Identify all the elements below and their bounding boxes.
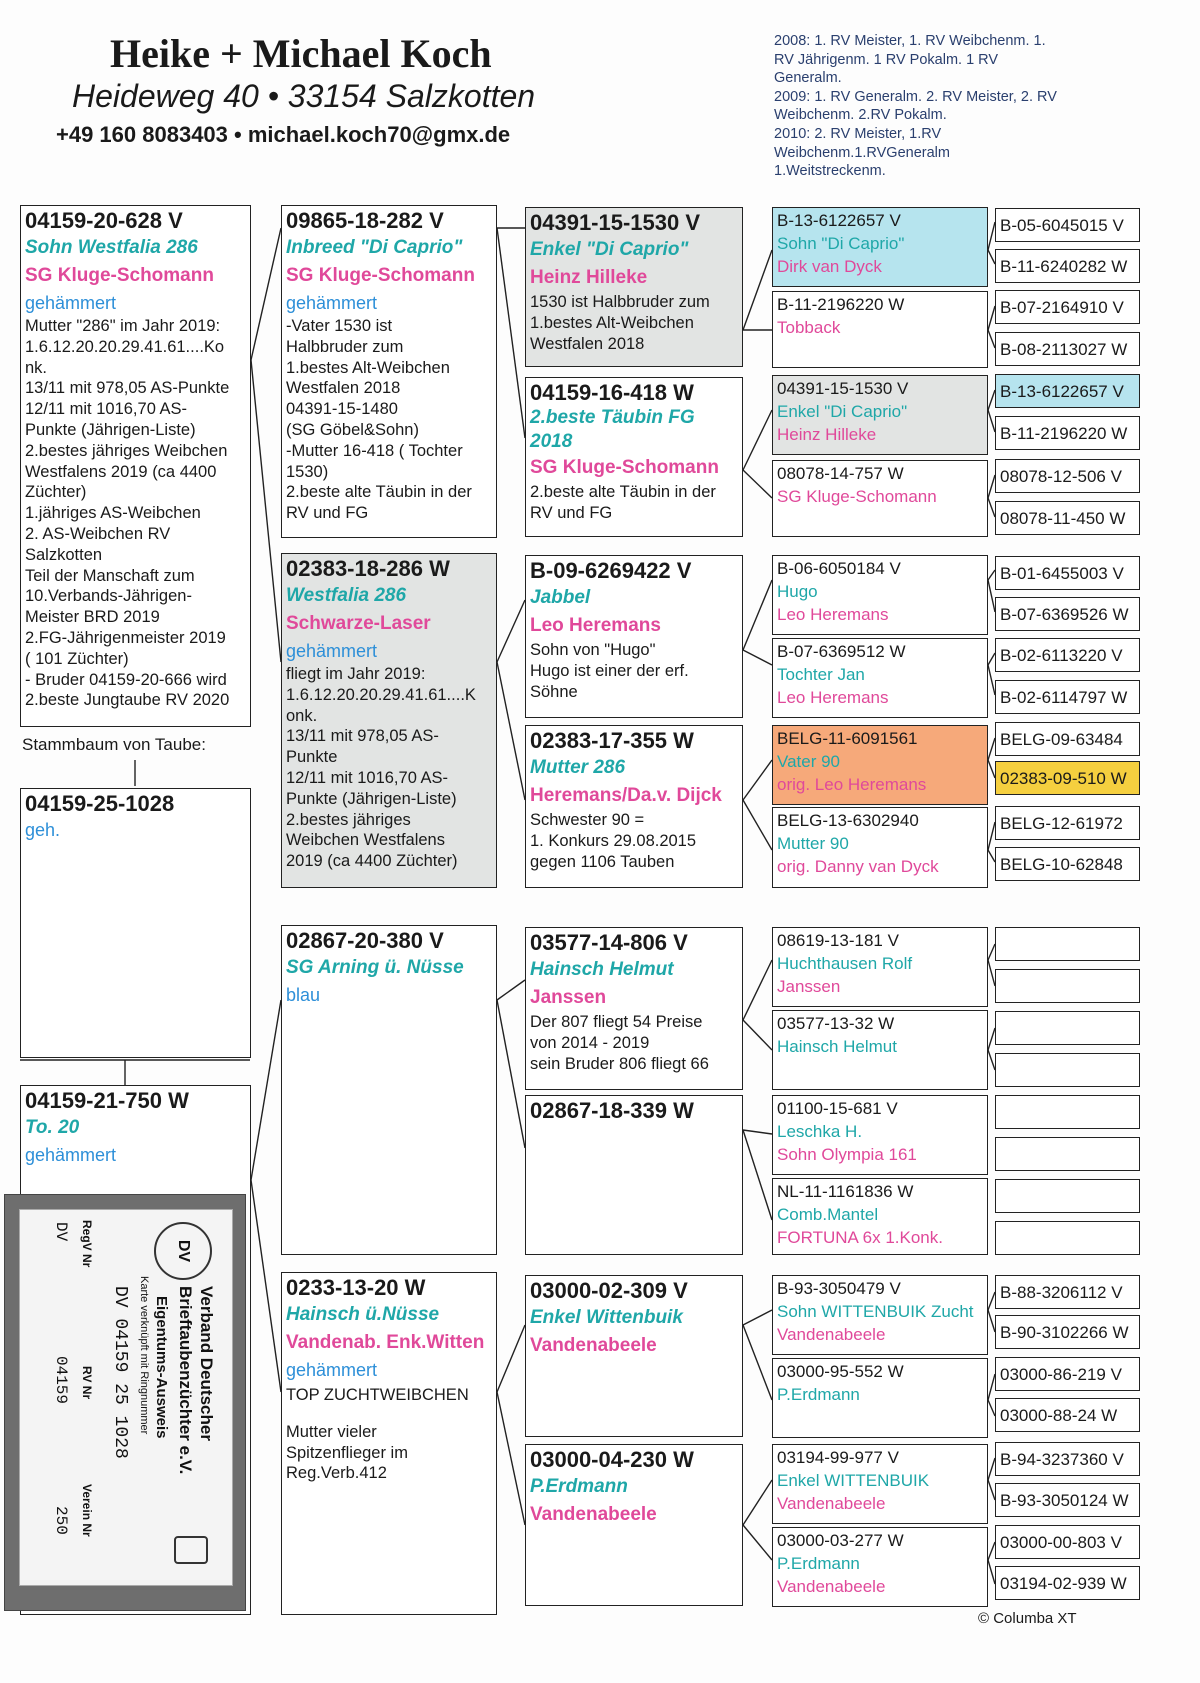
breeder: Heinz Hilleke [777,425,877,444]
color: gehämmert [286,641,378,661]
ring-number: B-06-6050184 V [777,559,901,578]
note-line: onk. [286,706,318,725]
card-verein-value: 250 [52,1506,70,1535]
gen4-card-12[interactable] [772,1178,988,1255]
gen5-box-5[interactable] [995,374,1140,408]
note-line: 2.bestes jähriges [286,810,411,829]
pigeon-name: Hainsch Helmut [777,1037,897,1056]
gen4-card-14[interactable] [772,1358,988,1438]
ring-number: 03000-88-24 W [1000,1406,1118,1425]
gen5-box-1[interactable] [995,208,1140,242]
breeder: Schwarze-Laser [286,613,431,634]
color: gehämmert [286,1360,378,1380]
breeder: Vandenabeele [530,1504,657,1525]
breeder-contact: +49 160 8083403 • michael.koch70@gmx.de [56,122,511,147]
gen5-box-28[interactable] [995,1398,1140,1432]
pigeon-name: Leschka H. [777,1122,863,1141]
gen5-box-29[interactable] [995,1442,1140,1476]
note-line: 13/11 mit 978,05 AS-Punkte [25,379,230,398]
pigeon-name: Mutter 90 [777,834,849,853]
pigeon-name: 2.beste Täubin FG [530,407,695,428]
note-line: 1530 ist Halbbruder zum [530,293,710,311]
note-line: Punkte (Jährigen-Liste) [25,420,196,439]
note-line: -Mutter 16-418 ( Tochter [286,441,463,460]
pigeon-name: Enkel WITTENBUIK [777,1471,930,1490]
gen5-box-26[interactable] [995,1315,1140,1349]
ring-number: 03000-02-309 V [530,1278,688,1303]
card-logo-text: DV [175,1239,192,1263]
achievement-line: Weibchenm. 2.RV Pokalm. [774,107,947,124]
note-line: 2.beste alte Täubin in der [530,483,716,501]
ring-number: B-07-6369526 W [1000,605,1129,624]
gen3-card-7[interactable] [525,1275,743,1437]
sire-ring-number: 04159-20-628 V [25,208,183,233]
ring-number: BELG-11-6091561 [777,729,918,748]
gen4-card-8[interactable] [772,807,988,888]
gen4-card-5[interactable] [772,555,988,635]
card-ring-number: DV 04159 25 1028 [110,1286,130,1459]
ring-number: B-07-6369512 W [777,642,906,661]
note-line: sein Bruder 806 fliegt 66 [530,1054,709,1073]
gen3-card-8[interactable] [525,1444,743,1606]
color: gehämmert [286,293,378,313]
gen5-box-32[interactable] [995,1566,1140,1600]
gen4-card-15[interactable] [772,1444,988,1524]
pedigree-label: Stammbaum von Taube: [22,735,206,754]
sire-name: Sohn Westfalia 286 [25,237,198,258]
note-line: 1530) [286,462,329,481]
note-line: Der 807 fliegt 54 Preise [530,1013,703,1031]
sire-breeder: SG Kluge-Schomann [25,265,214,286]
subject-card[interactable] [20,788,251,1058]
gen5-box-30[interactable] [995,1483,1140,1517]
ring-number: 02383-17-355 W [530,728,694,753]
sire-color: gehämmert [25,293,117,313]
card-logo-icon [154,1222,212,1280]
gen5-box-8[interactable] [995,501,1140,535]
gen5-box-20[interactable] [995,1053,1140,1087]
note-line: 1.bestes Alt-Weibchen [286,358,450,377]
ring-number: 02383-18-286 W [286,556,450,581]
gen5-box-7[interactable] [995,459,1140,493]
card-tear-icon [174,1536,208,1564]
note-line: 2.beste alte Täubin in der [286,483,472,502]
ring-number: 01100-15-681 V [777,1099,898,1118]
note-line: Hugo ist einer der erf. [530,661,689,680]
pigeon-name: SG Arning ü. Nüsse [286,957,464,978]
ownership-card [5,1195,245,1610]
ring-number: 0233-13-20 W [286,1275,426,1300]
note-line: ( 101 Züchter) [25,649,129,668]
gen5-box-17[interactable] [995,927,1140,961]
dam-color: gehämmert [25,1145,117,1165]
note-line: 04391-15-1480 [286,400,398,419]
pigeon-name: Westfalia 286 [286,585,407,606]
note-line: Westfalen 2018 [530,334,645,353]
breeder: Heremans/Da.v. Dijck [530,785,722,806]
sire-card[interactable] [20,205,251,727]
card-reg-value: DV [52,1222,70,1242]
pigeon-name: Tobback [777,318,841,337]
dam-ring-number: 04159-21-750 W [25,1088,189,1113]
ring-number: BELG-09-63484 [1000,730,1123,749]
achievement-line: Weibchenm.1.RVGeneralm [774,144,950,161]
card-subtitle: Karte verknüpft mit Ringnummer [138,1276,150,1435]
card-reg-label: RegV Nr [80,1220,94,1268]
pigeon-name: Sohn "Di Caprio" [777,234,905,253]
breeder: SG Kluge-Schomann [530,457,719,478]
breeder-address: Heideweg 40 • 33154 Salzkotten [72,78,536,114]
ring-number: 03000-03-277 W [777,1531,904,1550]
color: blau [286,985,321,1005]
note-line: 2.beste Jungtaube RV 2020 [25,691,230,710]
sire-sire-card[interactable] [281,205,497,538]
breeder: Vandenabeele [777,1494,886,1513]
ring-number: 02867-20-380 V [286,928,444,953]
note-line: Salzkotten [25,545,103,564]
card-org-name-1: Verband Deutscher [197,1286,216,1441]
note-line: gegen 1106 Tauben [530,852,675,871]
breeder: Vandenab. Enk.Witten [286,1332,485,1353]
breeder: Dirk van Dyck [777,257,882,276]
breeder: Janssen [777,977,841,996]
gen5-box-24[interactable] [995,1221,1140,1255]
ring-number: B-02-6114797 W [1000,688,1128,707]
breeder: SG Kluge-Schomann [286,265,475,286]
gen5-box-14[interactable] [995,761,1140,795]
top-breeder-note: TOP ZUCHTWEIBCHEN [286,1386,469,1404]
note-line: RV und FG [530,503,613,522]
card-rv-value: 04159 [52,1356,70,1405]
note-line: 10.Verbands-Jährigen- [25,587,192,606]
pigeon-name: Enkel "Di Caprio" [530,239,689,260]
pigeon-name: P.Erdmann [530,1476,628,1497]
breeder: Leo Heremans [777,688,889,707]
gen5-box-10[interactable] [995,597,1140,631]
breeder: Janssen [530,987,607,1008]
note-line: 13/11 mit 978,05 AS- [286,727,439,746]
gen5-box-3[interactable] [995,290,1140,324]
gen4-card-6[interactable] [772,638,988,718]
achievement-line: 2008: 1. RV Meister, 1. RV Weibchenm. 1. [774,33,1046,49]
note-line: 1.bestes Alt-Weibchen [530,313,694,332]
gen5-box-9[interactable] [995,556,1140,590]
ring-number: 03000-95-552 W [777,1362,904,1381]
ring-number: B-13-6122657 V [1000,382,1124,401]
note-line: Westfalens 2019 (ca 4400 [25,462,217,481]
dam-sire-card[interactable] [281,925,497,1255]
ring-number: 02867-18-339 W [530,1098,694,1123]
subject-color: geh. [25,820,61,840]
dam-name: To. 20 [25,1117,80,1138]
ring-number: B-88-3206112 V [1000,1283,1123,1302]
note-line: Sohn von "Hugo" [530,641,656,659]
ring-number: B-90-3102266 W [1000,1323,1129,1342]
ring-number: B-08-2113027 W [1000,340,1128,359]
pigeon-name: Huchthausen Rolf [777,954,913,973]
gen5-box-22[interactable] [995,1137,1140,1171]
ring-number: 08078-14-757 W [777,464,904,483]
ring-number: 08078-12-506 V [1000,467,1122,486]
note-line: Teil der Manschaft zum [25,566,195,585]
note-line: Halbbruder zum [286,337,404,356]
note-line: 1.6.12.20.20.29.41.61....Ko [25,337,225,356]
card-rv-label: RV Nr [80,1366,94,1400]
note-line: 1.jähriges AS-Weibchen [25,504,201,523]
pigeon-name: P.Erdmann [777,1554,860,1573]
ring-number: B-11-2196220 W [777,295,905,314]
card-verein-label: Verein Nr [80,1484,94,1537]
ring-number: 02383-09-510 W [1000,769,1127,788]
achievement-line: 1.Weitstreckenm. [774,163,886,180]
ring-number: 09865-18-282 V [286,208,444,233]
gen4-card-1[interactable] [772,207,988,287]
gen5-box-15[interactable] [995,806,1140,840]
gen4-card-10[interactable] [772,1010,988,1090]
gen5-box-25[interactable] [995,1275,1140,1309]
note-line: 12/11 mit 1016,70 AS- [286,768,449,787]
pigeon-name: Enkel Wittenbuik [530,1307,683,1328]
subject-ring-number: 04159-25-1028 [25,791,175,816]
ring-number: B-05-6045015 V [1000,216,1124,235]
note-line: fliegt im Jahr 2019: [286,665,426,683]
note-line: Punkte (Jährigen-Liste) [286,789,457,808]
achievement-line: 2009: 1. RV Generalm. 2. RV Meister, 2. RV [774,88,1057,105]
note-line: 2019 (ca 4400 Züchter) [286,852,458,871]
ring-number: 03000-86-219 V [1000,1365,1122,1384]
pigeon-name: Vater 90 [777,752,841,771]
pigeon-name: Enkel "Di Caprio" [777,402,908,421]
gen5-box-19[interactable] [995,1011,1140,1045]
sire-notes [25,316,246,711]
ring-number: B-11-2196220 W [1000,424,1128,443]
note-line: 2. AS-Weibchen RV [25,524,171,543]
note-line: Westfalen 2018 [286,379,401,398]
ring-number: B-93-3050124 W [1000,1491,1129,1510]
gen4-card-13[interactable] [772,1275,988,1355]
note-line: 12/11 mit 1016,70 AS- [25,400,188,419]
ring-number: B-02-6113220 V [1000,646,1123,665]
note-line: Söhne [530,682,578,701]
gen4-card-2[interactable] [772,291,988,368]
note-line: Mutter vieler [286,1422,377,1441]
gen5-box-31[interactable] [995,1525,1140,1559]
breeder: Vandenabeele [777,1577,886,1596]
note-line: Schwester 90 = [530,811,645,829]
breeder: Sohn Olympia 161 [777,1145,917,1164]
note-line: Züchter) [25,483,87,502]
ring-number: 08619-13-181 V [777,931,899,950]
ring-number: B-01-6455003 V [1000,564,1124,583]
achievement-line: Generalm. [774,70,842,87]
note-line: Reg.Verb.412 [286,1464,387,1483]
note-line: 2.FG-Jährigenmeister 2019 [25,628,226,647]
gen5-box-12[interactable] [995,680,1140,714]
note-line: (SG Göbel&Sohn) [286,420,419,439]
ring-number: B-07-2164910 V [1000,298,1124,317]
pigeon-name: Hainsch ü.Nüsse [286,1304,440,1325]
gen3-card-6[interactable] [525,1095,743,1255]
pigeon-name: Comb.Mantel [777,1205,879,1224]
note-line: Mutter "286" im Jahr 2019: [25,317,221,335]
gen5-box-18[interactable] [995,969,1140,1003]
card-org-name-2: Brieftaubenzüchter e.V. [176,1286,195,1475]
pigeon-name: Mutter 286 [530,757,626,778]
note-line: 1.6.12.20.20.29.41.61....K [286,685,476,704]
gen4-card-9[interactable] [772,927,988,1007]
note-line: Meister BRD 2019 [25,608,160,627]
gen3-card-5[interactable] [525,927,743,1090]
ring-number: BELG-10-62848 [1000,855,1123,874]
pigeon-name: Tochter Jan [777,665,865,684]
note-line: Punkte [286,748,338,767]
gen5-box-4[interactable] [995,332,1140,366]
breeder: Vandenabeele [530,1335,657,1356]
note-line: nk. [25,358,48,377]
pigeon-name: Inbreed "Di Caprio" [286,237,463,258]
card-paper [19,1209,233,1586]
ring-number: 04391-15-1530 V [777,379,909,398]
gen4-card-16[interactable] [772,1527,988,1607]
pigeon-name: Sohn WITTENBUIK Zucht [777,1302,974,1321]
achievement-line: RV Jährigenm. 1 RV Pokalm. 1 RV [774,51,999,68]
ring-number: 03000-00-803 V [1000,1533,1122,1552]
ring-number: B-11-6240282 W [1000,257,1128,276]
gen5-box-2[interactable] [995,249,1140,283]
gen5-box-13[interactable] [995,722,1140,756]
ring-number: BELG-13-6302940 [777,811,919,830]
pigeon-name: Jabbel [530,587,591,608]
gen4-card-7[interactable] [772,725,988,805]
ring-number: B-94-3237360 V [1000,1450,1124,1469]
ring-number: 04391-15-1530 V [530,210,701,235]
gen5-box-23[interactable] [995,1179,1140,1213]
ring-number: B-93-3050479 V [777,1279,901,1298]
ring-number: 08078-11-450 W [1000,509,1126,528]
breeder: Leo Heremans [777,605,889,624]
breeder-name: Heike + Michael Koch [110,31,492,76]
gen5-box-16[interactable] [995,847,1140,881]
gen5-box-6[interactable] [995,416,1140,450]
gen4-card-3[interactable] [772,375,988,455]
ring-number: 03194-02-939 W [1000,1574,1127,1593]
card-rotated-content [30,1216,222,1579]
note-line: RV und FG [286,504,369,523]
gen5-box-21[interactable] [995,1095,1140,1129]
gen5-box-27[interactable] [995,1357,1140,1391]
ring-number: 03000-04-230 W [530,1447,694,1472]
pigeon-name: P.Erdmann [777,1385,860,1404]
sire-dam-card[interactable] [281,553,497,888]
ring-number: 03577-14-806 V [530,930,688,955]
gen4-card-11[interactable] [772,1095,988,1175]
gen3-card-1[interactable] [525,207,743,367]
ring-number: 03577-13-32 W [777,1014,895,1033]
pigeon-name: Hainsch Helmut [530,959,674,980]
gen3-card-2[interactable] [525,377,743,537]
ring-number: B-09-6269422 V [530,558,692,583]
gen3-card-3[interactable] [525,555,743,718]
note-line: -Vater 1530 ist [286,317,393,335]
breeder: Vandenabeele [777,1325,886,1344]
breeder: orig. Danny van Dyck [777,857,939,876]
note-line: 2.bestes jähriges Weibchen [25,441,228,460]
achievement-line: 2010: 2. RV Meister, 1.RV [774,125,942,142]
dam-dam-card[interactable] [281,1272,497,1615]
note-line: 1. Konkurs 29.08.2015 [530,831,697,850]
pigeon-name: Hugo [777,582,818,601]
gen5-box-11[interactable] [995,638,1140,672]
note-line: Spitzenflieger im [286,1443,408,1462]
gen4-card-4[interactable] [772,460,988,537]
ring-number: B-13-6122657 V [777,211,901,230]
note-line: von 2014 - 2019 [530,1033,650,1052]
copyright-footer: © Columba XT [978,1610,1077,1627]
breeder: Leo Heremans [530,615,661,636]
card-title: Eigentums-Ausweis [153,1296,170,1439]
ring-number: 03194-99-977 V [777,1448,899,1467]
breeder: Heinz Hilleke [530,267,648,288]
breeder: SG Kluge-Schomann [777,487,937,506]
ring-number: BELG-12-61972 [1000,814,1123,833]
gen3-card-4[interactable] [525,725,743,888]
breeder: FORTUNA 6x 1.Konk. [777,1228,943,1247]
breeder: orig. Leo Heremans [777,775,927,794]
ring-number: 04159-16-418 W [530,380,694,405]
pigeon-name-line-2: 2018 [530,431,573,452]
ring-number: NL-11-1161836 W [777,1182,914,1201]
note-line: - Bruder 04159-20-666 wird [25,670,227,689]
note-line: Weibchen Westfalens [286,831,445,850]
